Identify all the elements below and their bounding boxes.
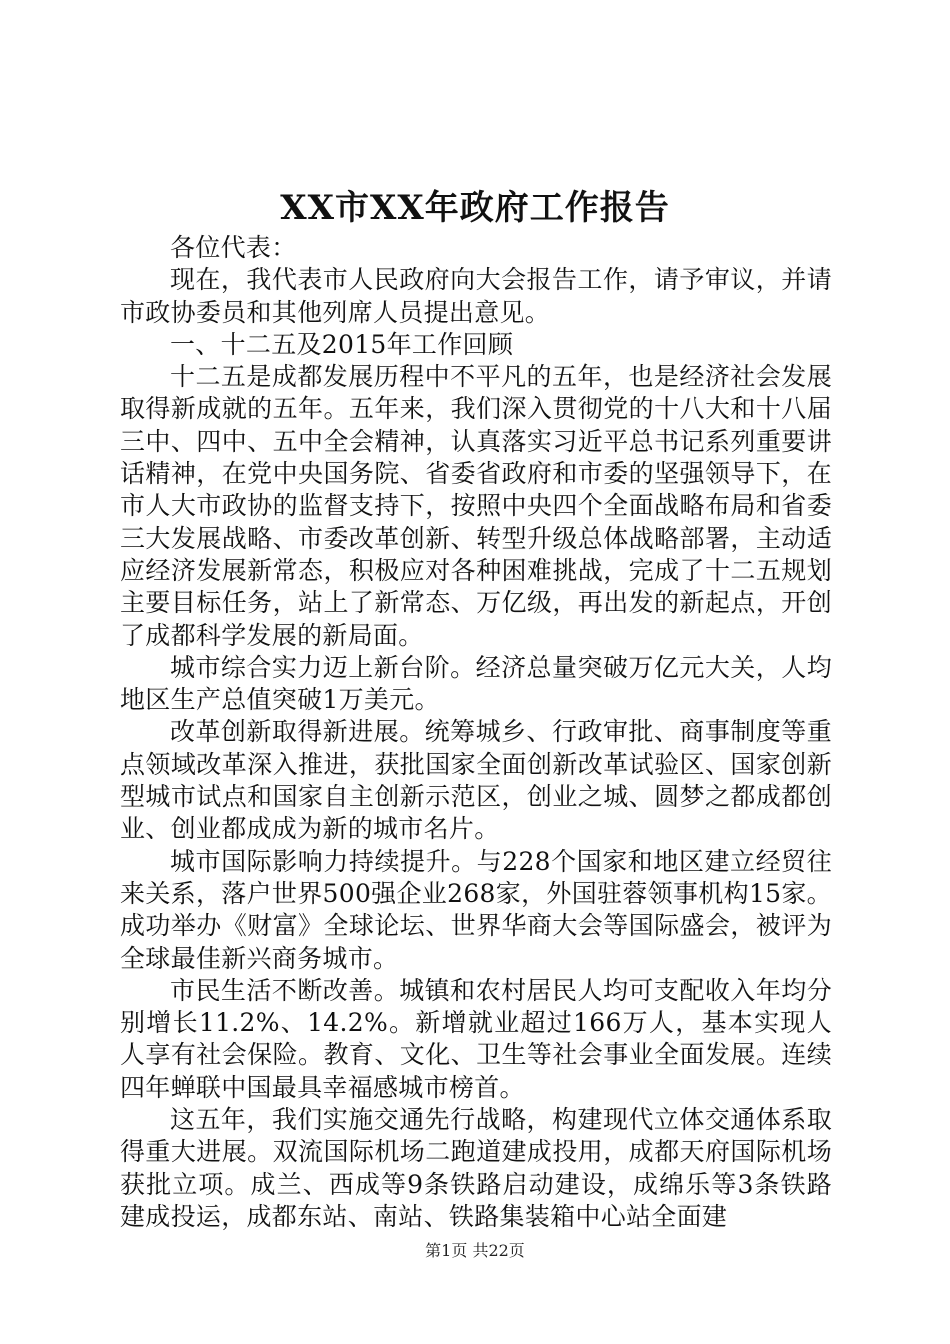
paragraph-international: 城市国际影响力持续提升。与228个国家和地区建立经贸往来关系，落户世界500强企业268家，外国驻蓉领事机构15家。成功举办《财富》全球论坛、世界华商大会等国际盛会，被评为全球最佳新兴商务城市。 xyxy=(120,846,832,973)
document-title: XX市XX年政府工作报告 xyxy=(280,188,670,228)
paragraph-salutation: 各位代表： xyxy=(170,233,297,262)
paragraph-livelihood: 市民生活不断改善。城镇和农村居民人均可支配收入年均分别增长11.2%、14.2%。新增就业超过166万人，基本实现人人享有社会保险。教育、文化、卫生等社会事业全面发展。连续四年蝉联中国最具幸福感城市榜首。 xyxy=(120,975,832,1102)
paragraph-reform: 改革创新取得新进展。统筹城乡、行政审批、商事制度等重点领域改革深入推进，获批国家全面创新改革试验区、国家创新型城市试点和国家自主创新示范区，创业之城、圆梦之都成都创业、创业都成成为新的城市名片。 xyxy=(120,717,832,844)
paragraph-overview: 十二五是成都发展历程中不平凡的五年，也是经济社会发展取得新成就的五年。五年来，我们深入贯彻党的十八大和十八届三中、四中、五中全会精神，认真落实习近平总书记系列重要讲话精神，在党中央国务院、省委省政府和市委的坚强领导下，在市人大市政协的监督支持下，按照中央四个全面战略布局和省委三大发展战略、市委改革创新、转型升级总体战略部署，主动适应经济发展新常态，积极应对各种困难挑战，完成了十二五规划主要目标任务，站上了新常态、万亿级，再出发的新起点，开创了成都科学发展的新局面。 xyxy=(120,362,832,650)
paragraph-strength: 城市综合实力迈上新台阶。经济总量突破万亿元大关，人均地区生产总值突破1万美元。 xyxy=(120,652,832,715)
paragraph-transport: 这五年，我们实施交通先行战略，构建现代立体交通体系取得重大进展。双流国际机场二跑道建成投用，成都天府国际机场获批立项。成兰、西成等9条铁路启动建设，成绵乐等3条铁路建成投运，成都东站、南站、铁路集装箱中心站全面建 xyxy=(120,1105,832,1231)
paragraph-intro: 现在，我代表市人民政府向大会报告工作，请予审议，并请市政协委员和其他列席人员提出意见。 xyxy=(120,265,832,327)
section-heading: 一、十二五及2015年工作回顾 xyxy=(170,329,514,359)
page-footer: 第1页 共22页 xyxy=(425,1241,525,1260)
document-body xyxy=(120,232,832,1233)
